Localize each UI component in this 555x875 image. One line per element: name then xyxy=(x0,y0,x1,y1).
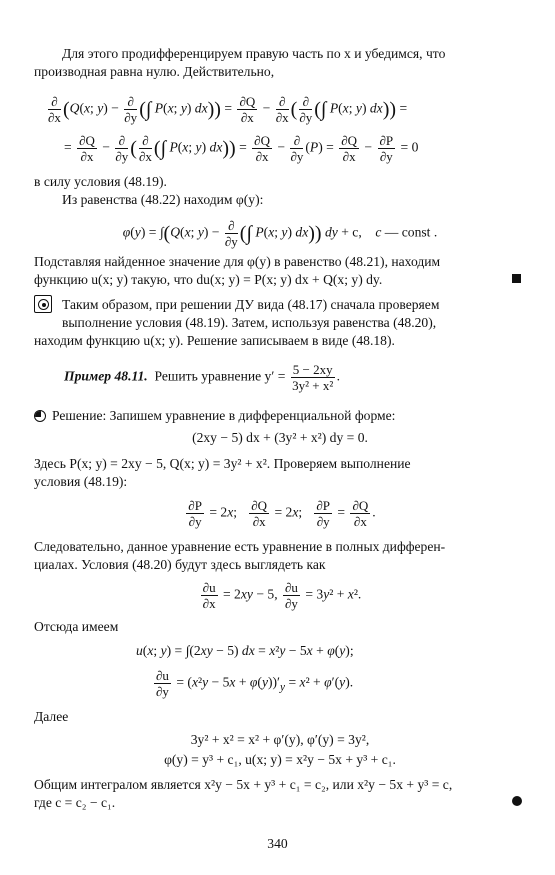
formula-phi-solution: φ(y) = y³ + c₁, u(x; y) = x²y − 5x + y³ + c₁. xyxy=(164,752,396,767)
text-line: Решение: Запишем уравнение в дифференциальной форме: xyxy=(52,408,396,423)
formula-u: u(x; y) = ∫(2xy − 5) dx = x²y − 5x + φ(y); xyxy=(136,643,354,658)
text-line: выполнение условия (48.19). Затем, используя равенства (48.20), xyxy=(62,315,437,330)
formula-derivative-1: ∂ ∂x (Q(x; y) − ∂ ∂y (∫ P(x; y) dx)) = $\frac{\partial Q}{\partial x}$ − ∂ ∂x ( ∂ ∂y (∫ P(x; y) dx)) = xyxy=(48,94,408,125)
text-line: функцию u(x; y) такую, что du(x; y) = P(x; y) dx + Q(x; y) dy. xyxy=(34,272,383,287)
text-line: Из равенства (48.22) находим φ(y): xyxy=(62,192,264,207)
example-heading: Пример 48.11. Решить уравнение y′ = $\frac{5 - 2xy}{\text{3y² + x²}}$ . xyxy=(64,362,341,393)
text-line: в силу условия (48.19). xyxy=(34,174,167,189)
formula-partials-check: $\frac{\partial P}{\partial y}$ = 2x; $\frac{\partial Q}{\partial x}$ = 2x; $\frac{\partial P}{\partial y}$ = $\frac{\partial Q}{\partial x}$ . xyxy=(188,498,376,529)
formula-du: $\frac{\partial u}{\partial x}$ = 2xy − 5, $\frac{\partial u}{\partial y}$ = 3y² + x². xyxy=(202,580,362,611)
end-of-proof-square-icon xyxy=(512,274,521,283)
text-line: Таким образом, при решении ДУ вида (48.17) сначала проверяем xyxy=(62,297,440,312)
text-line: производная равна нулю. Действительно, xyxy=(34,64,275,79)
formula-phi: φ(y) = ∫(Q(x; y) − ∂ ∂y (∫ P(x; y) dx)) dy + c, c — const . xyxy=(122,218,438,249)
end-of-solution-dot-icon xyxy=(512,796,522,806)
solution-icon xyxy=(34,410,46,422)
formula-equation: (2xy − 5) dx + (3y² + x²) dy = 0. xyxy=(192,430,368,445)
example-fraction-numerator: 5 − 2xy xyxy=(292,362,333,377)
text-line: Далее xyxy=(34,709,69,724)
text-line: Общим интегралом является x²y − 5x + y³ + c₁ = c₂, или x²y − 5x + y³ = c, xyxy=(34,777,453,792)
text-line: Для этого продифференцируем правую часть по x и убедимся, что xyxy=(62,46,446,61)
text-line: Отсюда имеем xyxy=(34,619,119,634)
formula-derivative-2: = $\frac{\partial Q}{\partial x}$ − ∂ ∂y ( ∂ ∂x (∫ P(x; y) dx)) = $\frac{\partial Q}{\partial x}$ − ∂ ∂y (P) = $\frac{\partial Q}{\partial x}$ − $\frac{\partial P}{\partial y}$ = 0 xyxy=(64,133,419,164)
example-fraction-denominator: 3y² + x² xyxy=(292,378,334,393)
text-line: Подставляя найденное значение для φ(y) в равенство (48.21), находим xyxy=(34,254,441,269)
formula-phi-derivative: 3y² + x² = x² + φ′(y), φ′(y) = 3y², xyxy=(190,732,370,747)
text-line: находим функцию u(x; y). Решение записываем в виде (48.18). xyxy=(34,333,395,348)
formula-du-dy: $\frac{\partial u}{\partial y}$ = $(x^2y - 5x + \varphi(y))'_y = x^2 + \varphi'(y)$. xyxy=(156,668,354,699)
text-line: условия (48.19): xyxy=(34,474,128,489)
example-title: Пример 48.11. xyxy=(64,368,148,384)
text-line: Следовательно, данное уравнение есть уравнение в полных дифферен- xyxy=(34,539,446,554)
text-line: циалах. Условия (48.20) будут здесь выглядеть как xyxy=(34,557,326,572)
page-number: 340 xyxy=(267,836,288,851)
example-text: Решить уравнение y′ = xyxy=(154,368,286,384)
text-line: Здесь P(x; y) = 2xy − 5, Q(x; y) = 3y² + x². Проверяем выполнение xyxy=(34,456,411,471)
text-line: где c = c₂ − c₁. xyxy=(34,795,116,810)
note-icon xyxy=(34,295,52,313)
